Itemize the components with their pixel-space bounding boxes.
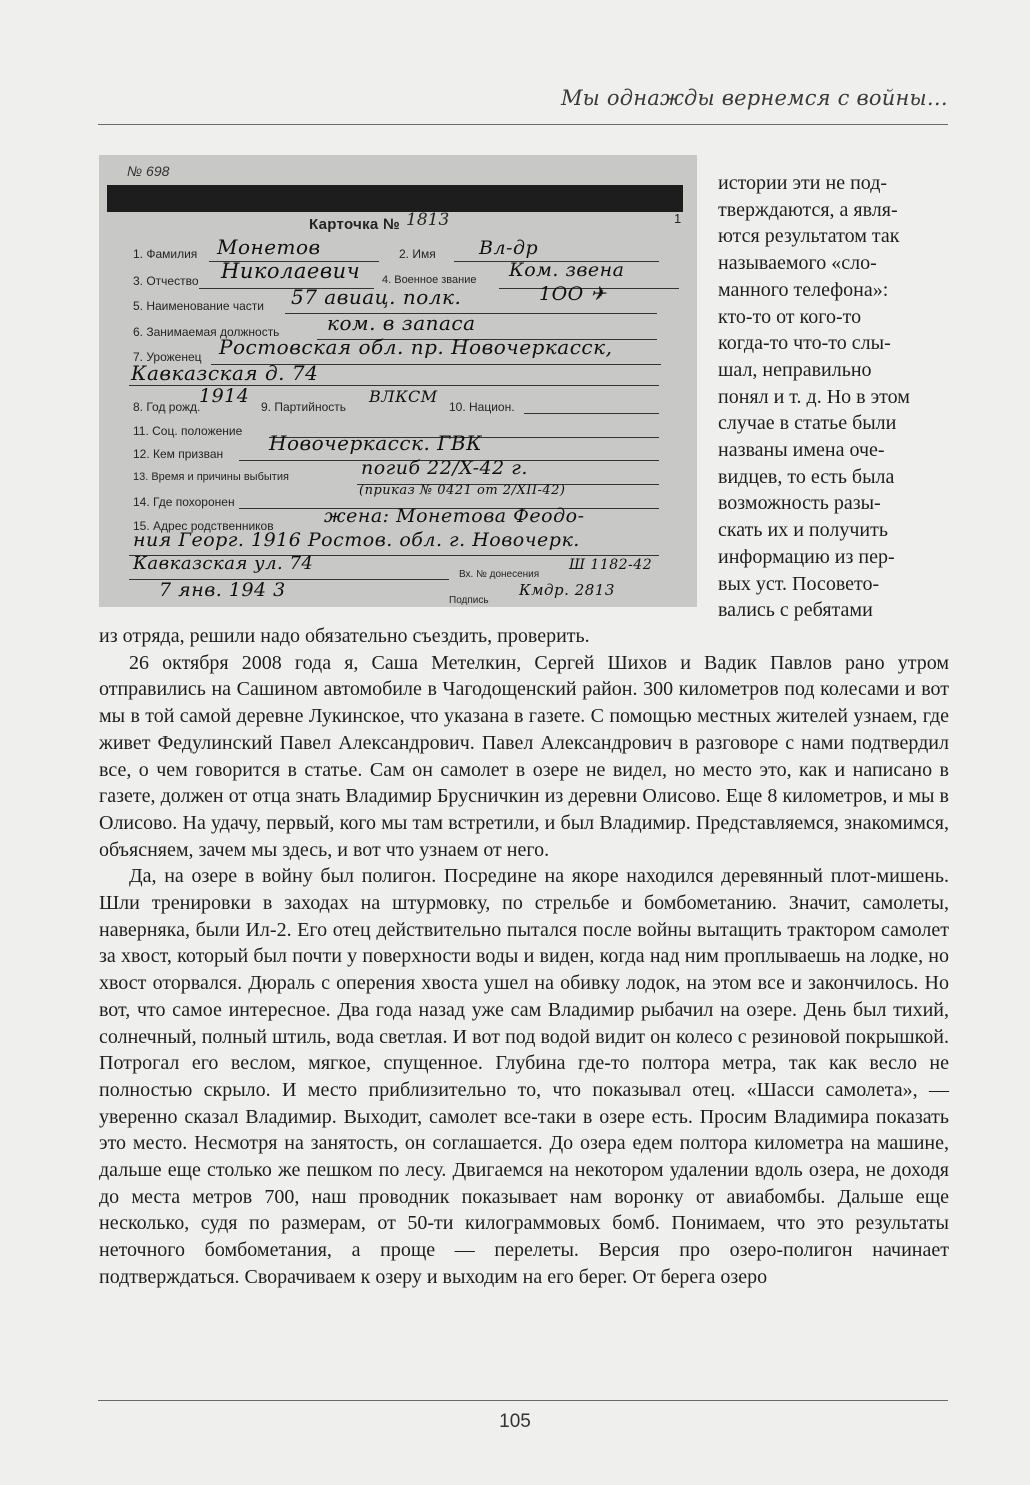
card-label: 12. Кем призван	[133, 447, 224, 461]
card-value: Кавказская д. 74	[131, 361, 319, 385]
card-label: 2. Имя	[399, 247, 436, 261]
card-label: 6. Занимаемая должность	[133, 325, 280, 339]
card-label: 7. Уроженец	[133, 350, 202, 364]
card-value: 1914	[199, 385, 250, 407]
card-value: ния Георг. 1916 Ростов. обл. г. Новочерк.	[133, 529, 580, 551]
text-line: шал, неправильно	[718, 358, 872, 381]
paragraph: из отряда, решили надо обязательно съездить, проверить.	[99, 625, 590, 647]
side-column-text	[718, 170, 942, 624]
text-line: возможность разы-	[718, 492, 881, 515]
card-value: Новочеркасск. ГВК	[269, 431, 483, 455]
card-value: ВЛКСМ	[369, 387, 438, 406]
text-line: называемого «сло-	[718, 252, 877, 275]
card-label: 8. Год рожд.	[133, 400, 201, 414]
text-line: истории эти не под-	[718, 172, 888, 194]
card-label: Вх. № донесения	[459, 569, 540, 580]
card-label: 14. Где похоронен	[133, 495, 235, 509]
paragraph: 26 октября 2008 года я, Саша Метелкин, Сергей Шихов и Вадик Павлов рано утром отправились на Сашином автомобиле в Чагодощенский район. 300 километров под колесами и вот мы в той самой деревне Лукинское, что указана в газете. С помощью местных жителей узнаем, где живет Федулинский Павел Александрович. Павел Александрович в разговоре с нами подтвердил все, о чем говорится в статье. Сам он самолет в озере не видел, но место это, как и написано в газете, должен от отца знать Владимир Брусничкин из деревни Олисово. Еще 8 километров, и мы в Олисово. На удачу, первый, кого мы там встретили, и был Владимир. Представляемся, знакомимся, объясняем, зачем мы здесь, и вот что узнаем от него.	[99, 651, 949, 861]
text-line: видцев, то есть была	[718, 465, 895, 488]
paragraph: Да, на озере в войну был полигон. Посредине на якоре находился деревянный плот-мишень. Шли тренировки в заходах на штурмовку, по стрельбе и бомбометанию. Значит, самолеты, наверняка, были Ил-2. Его отец действительно пытался после войны вытащить трактором самолет за хвост, который был почти у поверхности воды и виден, когда над ним проплываешь на лодке, но хвост оторвался. Дюраль с оперения хвоста ушел на обивку лодок, на этом все и закончилось. Но вот, что самое интересное. Два года назад уже сам Владимир рыбачил на озере. День был тихий, солнечный, полный штиль, вода светлая. И вот под водой видит он колесо с резиновой покрышкой. Потрогал его веслом, мягкое, спущенное. Глубина где-то полтора метра, так как весло не полностью скрыло. И место приблизительно то, что показывал отец. «Шасси самолета», — уверенно сказал Владимир. Выходит, самолет все-таки в озере есть. Просим Владимира показать это место. Несмотря на занятость, он соглашается. До озера едем полтора километра на машине, дальше еще столько же пешком по лесу. Двигаемся на некотором удалении вдоль озера, не доходя до места метров 700, наш проводник показывает нам воронку от авиабомбы. Дальше еще несколько, судя по размерам, от 50-ти килограммовых бомб. Понимаем, что это результаты неточного бомбометания, а проще — перелеты. Версия про озеро-полигон начинает подтверждаться. Сворачиваем к озеру и выходим на его берег. От берега озеро	[99, 865, 949, 1288]
card-value: Ростовская обл. пр. Новочеркасск,	[219, 335, 613, 359]
card-value: (приказ № 0421 от 2/XII-42)	[359, 483, 566, 498]
card-value: Николаевич	[221, 259, 361, 283]
card-label: 10. Национ.	[449, 400, 515, 414]
card-edge-mark: 1	[674, 211, 682, 226]
archival-card-photo	[99, 155, 697, 607]
card-value: Кавказская ул. 74	[133, 553, 314, 574]
text-line: вались с ребятами	[718, 599, 873, 622]
card-value: Ком. звена	[509, 259, 625, 281]
card-label: 3. Отчество	[133, 274, 199, 288]
card-underline	[524, 413, 659, 414]
text-line: кто-то от кого-то	[718, 305, 862, 328]
text-line: ются результатом так	[718, 225, 900, 248]
card-label: 9. Партийность	[261, 400, 347, 414]
card-value: Вл-др	[479, 237, 539, 259]
card-value: Ш 1182-42	[569, 557, 653, 573]
card-value: жена: Монетова Феодо-	[324, 505, 585, 527]
card-label: 15. Адрес родственников	[133, 519, 274, 533]
card-label: Подпись	[449, 595, 489, 606]
text-line: тверждаются, а явля-	[718, 198, 898, 221]
card-label: 5. Наименование части	[133, 299, 264, 313]
text-line: вых уст. Посовето-	[718, 572, 880, 595]
card-value: погиб 22/X-42 г.	[361, 457, 528, 479]
card-value: 1ОО ✈	[539, 283, 607, 305]
card-label: 1. Фамилия	[133, 247, 198, 261]
card-label: 11. Соц. положение	[133, 424, 243, 438]
card-value: 57 авиац. полк.	[291, 285, 462, 309]
card-label: 4. Военное звание	[382, 274, 477, 286]
text-line: когда-то что-то слы-	[718, 332, 891, 355]
text-line: манного телефона»:	[718, 278, 889, 301]
card-value: 7 янв. 194 3	[159, 579, 286, 601]
footer-rule	[98, 1400, 948, 1401]
body-text	[99, 623, 949, 1291]
card-redaction-bar	[107, 185, 683, 212]
card-value: ком. в запаса	[327, 311, 476, 335]
card-ref: № 698	[127, 163, 170, 179]
card-title: Карточка №	[309, 216, 401, 233]
text-line: понял и т. д. Но в этом	[718, 385, 910, 408]
text-line: информацию из пер-	[718, 545, 895, 568]
text-line: названы имена оче-	[718, 439, 885, 462]
page-number: 105	[499, 1411, 531, 1432]
card-value: Монетов	[217, 235, 321, 259]
header-rule	[98, 124, 948, 125]
card-number: 1813	[406, 210, 450, 230]
text-line: скать их и получить	[718, 519, 888, 542]
running-head: Мы однажды вернемся с войны…	[560, 86, 948, 110]
text-line: случае в статье были	[718, 412, 897, 435]
card-value: Кмдр. 2813	[519, 581, 615, 599]
card-label: 13. Время и причины выбытия	[133, 471, 289, 483]
